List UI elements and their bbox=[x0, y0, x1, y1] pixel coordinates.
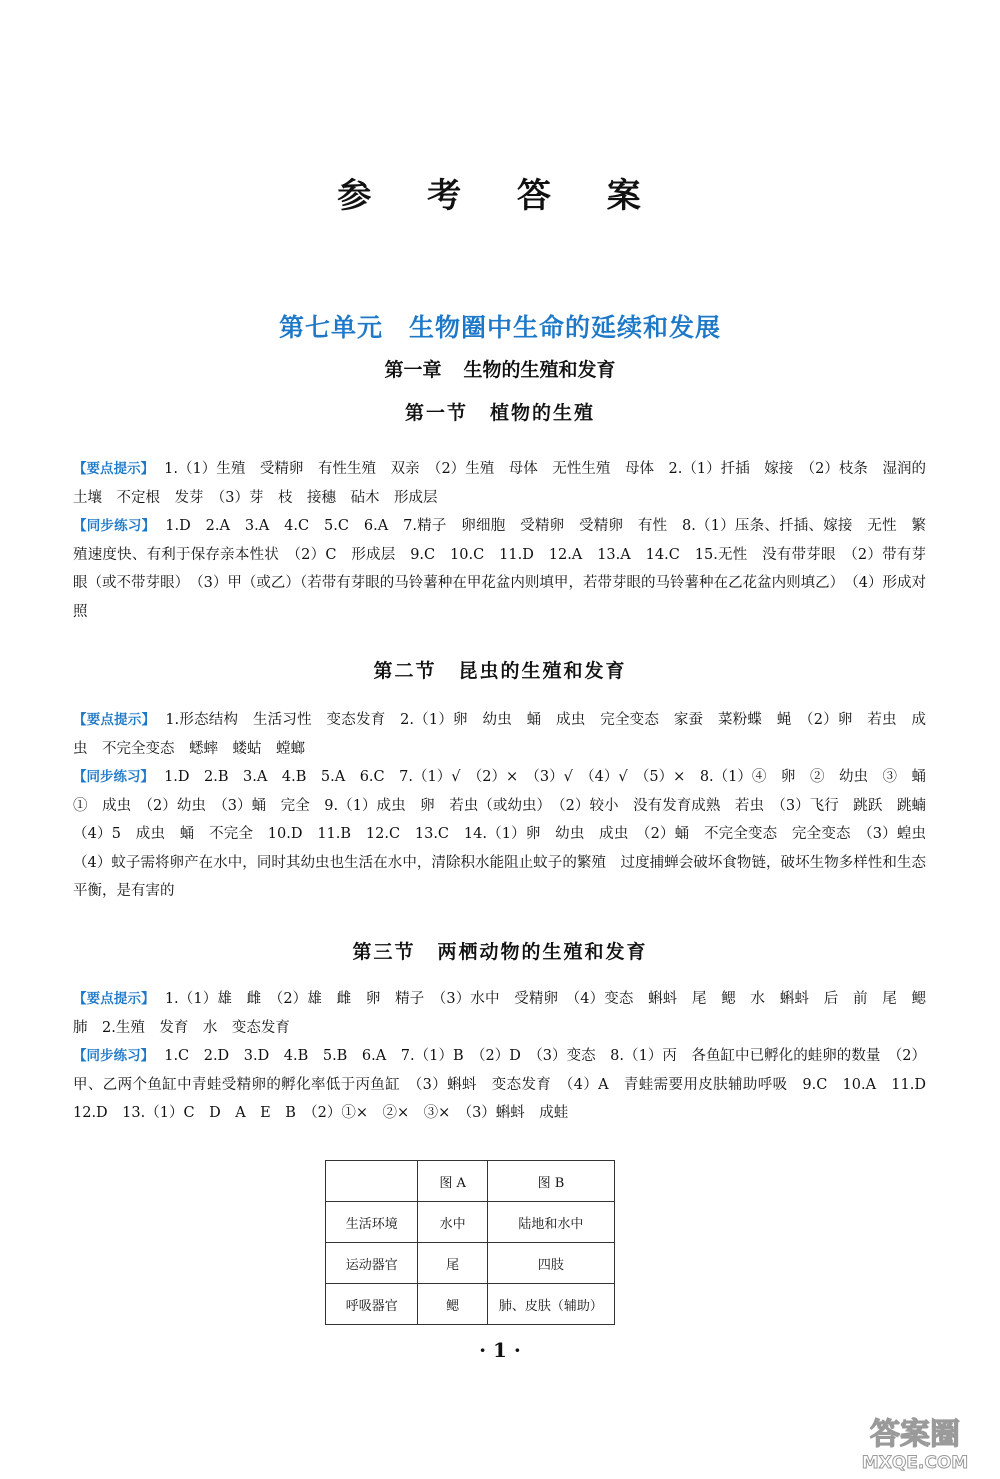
section-title-3 bbox=[0, 937, 1000, 964]
table-header-cell: 图 A bbox=[418, 1161, 487, 1202]
table-header-cell bbox=[326, 1161, 418, 1202]
key-points-paragraph bbox=[73, 455, 926, 512]
practice-paragraph bbox=[73, 1042, 941, 1128]
table-cell: 鳃 bbox=[418, 1284, 487, 1325]
table-row bbox=[326, 1243, 615, 1284]
table-cell: 生活环境 bbox=[326, 1202, 418, 1243]
table-row bbox=[326, 1202, 615, 1243]
key-points-text: 1.（1）生殖 受精卵 有性生殖 双亲 （2）生殖 母体 无性生殖 母体 2.（1）扦插 嫁接 （2）枝条 湿润的土壤 不定根 发芽 （3）芽 枝 接穗 砧木 形成层 bbox=[73, 461, 927, 506]
practice-text: 1.D 2.A 3.A 4.C 5.C 6.A 7.精子 卵细胞 受精卵 受精卵 有性 8.（1）压条、扦插、嫁接 无性 繁殖速度快、有利于保存亲本性状 （2）C 形成层 9.C 10.C 11.D 12.A 13.A 14.C 15.无性 没有带芽眼 （2）带有芽眼（或不带芽眼） （3）甲（或乙）（若带有芽眼的马铃薯种在甲花盆内则填甲，若带芽眼的马铃薯种在乙花盆内则填乙） （4）形成对照 bbox=[73, 518, 926, 620]
svg-text:答案圈: 答案圈 bbox=[870, 1417, 960, 1452]
section-name: 昆虫的生殖和发育 bbox=[458, 660, 627, 682]
table-cell: 尾 bbox=[418, 1243, 487, 1284]
section-name: 植物的生殖 bbox=[490, 402, 596, 424]
table-cell: 呼吸器官 bbox=[326, 1284, 418, 1325]
table-row bbox=[326, 1284, 615, 1325]
section-title-2 bbox=[0, 656, 1000, 683]
table-header-row bbox=[326, 1161, 615, 1202]
practice-paragraph bbox=[73, 763, 941, 906]
practice-paragraph bbox=[73, 512, 926, 626]
unit-number: 第七单元 bbox=[278, 313, 383, 342]
chapter-number: 第一章 bbox=[384, 359, 442, 381]
page-number: · 1 · bbox=[479, 1338, 521, 1362]
table-cell: 水中 bbox=[418, 1202, 487, 1243]
section-number: 第三节 bbox=[352, 941, 416, 963]
practice-label: 【同步练习】 bbox=[73, 518, 156, 534]
unit-name: 生物圈中生命的延续和发展 bbox=[409, 313, 722, 342]
practice-label: 【同步练习】 bbox=[73, 1048, 155, 1064]
practice-text: 1.D 2.B 3.A 4.B 5.A 6.C 7.（1）√ （2）× （3）√ （4）√ （5）× 8.（1）④ 卵 ② 幼虫 ③ 蛹 ① 成虫 （2）幼虫 （3）蛹 完全 9.（1）成虫 卵 若虫（或幼虫） （2）较小 没有发育成熟 若虫 （3）飞行 跳跃 跳蝻 （4）5 成虫 蛹 不完全 10.D 11.B 12.C 13.C 14.（1）卵 幼虫 成虫 （2）蛹 不完全变态 完全变态 （3）蝗虫 （4）蚊子需将卵产在水中，同时其幼虫也生活在水中，清除积水能阻止蚊子的繁殖 过度捕蝉会破坏食物链，破坏生物多样性和生态平衡，是有害的 bbox=[73, 769, 941, 899]
key-points-label: 【要点提示】 bbox=[73, 991, 155, 1007]
practice-text: 1.C 2.D 3.D 4.B 5.B 6.A 7.（1）B （2）D （3）变态 8.（1）丙 各鱼缸中已孵化的蛙卵的数量 （2）甲、乙两个鱼缸中青蛙受精卵的孵化率低于丙鱼缸 （3）蝌蚪 变态发育 （4）A 青蛙需要用皮肤辅助呼吸 9.C 10.A 11.D 12.D 13.（1）C D A E B （2）①× ②× ③× （3）蝌蚪 成蛙 bbox=[73, 1048, 941, 1121]
section-3-answers bbox=[73, 985, 941, 1128]
key-points-paragraph bbox=[73, 706, 926, 763]
table-cell: 陆地和水中 bbox=[487, 1202, 614, 1243]
key-points-text: 1.（1）雄 雌 （2）雄 雌 卵 精子 （3）水中 受精卵 （4）变态 蝌蚪 尾 鳃 水 蝌蚪 后 前 尾 鳃 肺 2.生殖 发育 水 变态发育 bbox=[73, 991, 941, 1036]
table-cell: 运动器官 bbox=[326, 1243, 418, 1284]
chapter-name: 生物的生殖和发育 bbox=[463, 359, 616, 381]
watermark-logo bbox=[835, 1410, 995, 1474]
chapter-title bbox=[0, 355, 1000, 382]
svg-text:MXQE.COM: MXQE.COM bbox=[861, 1453, 969, 1473]
section-2-answers bbox=[73, 706, 941, 906]
table-cell: 四肢 bbox=[487, 1243, 614, 1284]
comparison-table bbox=[325, 1160, 615, 1325]
section-title-1 bbox=[0, 398, 1000, 425]
section-number: 第一节 bbox=[404, 402, 468, 424]
page-title: 参 考 答 案 bbox=[337, 176, 663, 216]
practice-label: 【同步练习】 bbox=[73, 769, 155, 785]
unit-title bbox=[0, 308, 1000, 344]
key-points-paragraph bbox=[73, 985, 941, 1042]
table-header-cell: 图 B bbox=[487, 1161, 614, 1202]
section-1-answers bbox=[73, 455, 926, 626]
key-points-label: 【要点提示】 bbox=[73, 461, 155, 477]
section-number: 第二节 bbox=[373, 660, 437, 682]
section-name: 两栖动物的生殖和发育 bbox=[437, 941, 648, 963]
key-points-text: 1.形态结构 生活习性 变态发育 2.（1）卵 幼虫 蛹 成虫 完全变态 家蚕 菜粉蝶 蝇 （2）卵 若虫 成虫 不完全变态 蟋蟀 蝼蛄 螳螂 bbox=[73, 712, 926, 757]
key-points-label: 【要点提示】 bbox=[73, 712, 156, 728]
table-cell: 肺、皮肤（辅助） bbox=[487, 1284, 614, 1325]
